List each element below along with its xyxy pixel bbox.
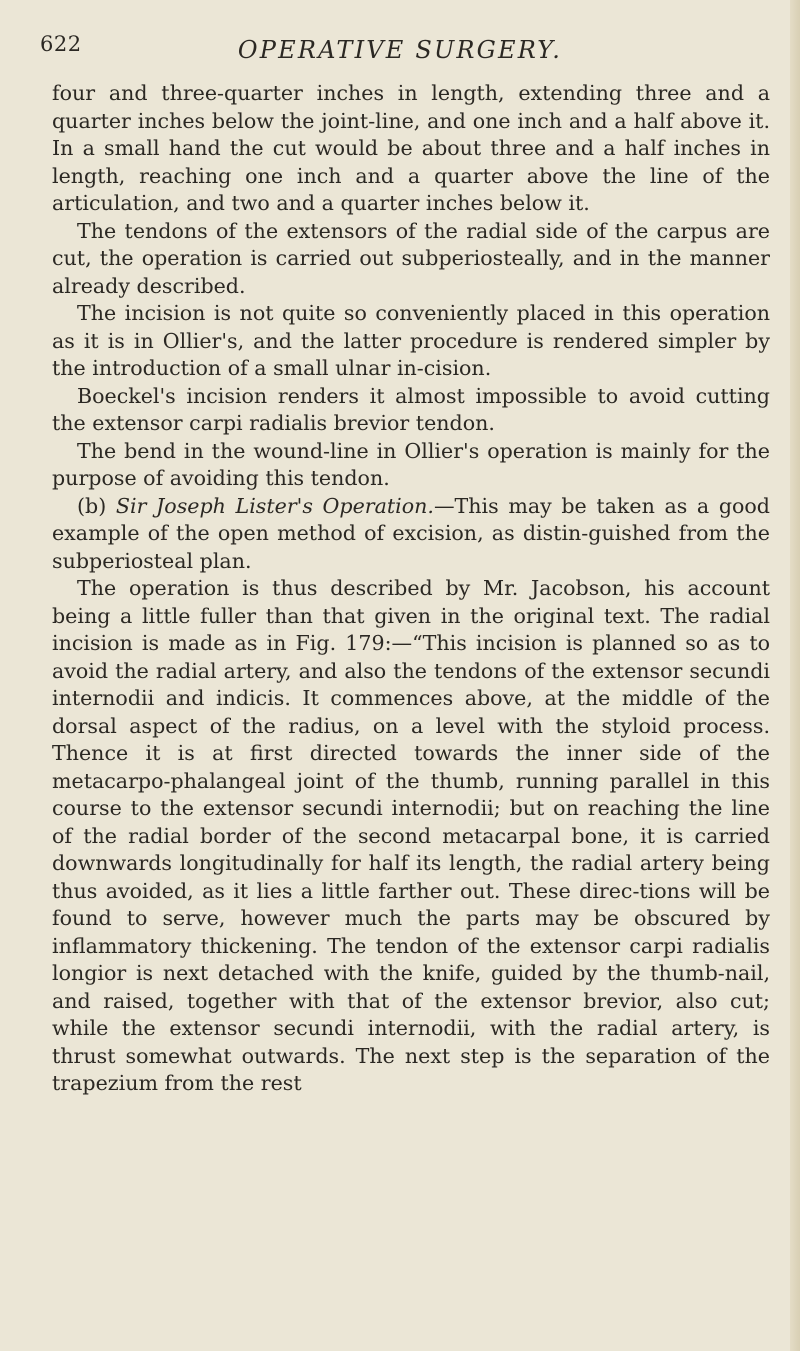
paragraph: Boeckel's incision renders it almost impossible to avoid cutting the extensor carpi radialis brevior tendon.	[52, 383, 770, 435]
body-text	[52, 80, 770, 1098]
section-b-label: (b)	[77, 493, 107, 518]
page-number: 622	[40, 32, 82, 56]
page-header	[0, 30, 800, 70]
paragraph: The incision is not quite so conveniently placed in this operation as it is in Ollier's, and the latter procedure is rendered simpler by the introduction of a small ulnar in-cision.	[52, 301, 770, 380]
section-b-text: —This may be taken as a good example of the open method of excision, as distin-guished from the subperiosteal plan.	[52, 493, 770, 573]
page-edge	[790, 0, 800, 1351]
running-head: OPERATIVE SURGERY.	[237, 36, 563, 64]
paragraph-continuation: four and three-quarter inches in length, extending three and a quarter inches below the joint-line, and one inch and a half above it. In a small hand the cut would be about three and a half inches in length, reaching one inch and a quarter above the line of the articulation, and two and a quarter inches below it.	[52, 81, 770, 215]
section-b-paragraph	[52, 493, 770, 576]
paragraph: The tendons of the extensors of the radial side of the carpus are cut, the operation is carried out subperiosteally, and in the manner already described.	[52, 218, 770, 298]
paragraph: The bend in the wound-line in Ollier's operation is mainly for the purpose of avoiding this tendon.	[52, 438, 770, 490]
section-b-title: Sir Joseph Lister's Operation.	[115, 493, 434, 518]
paragraph: The operation is thus described by Mr. Jacobson, his account being a little fuller than that given in the original text. The radial incision is made as in Fig. 179:—“This incision is planned so as to avoid the radial artery, and also the tendons of the extensor secundi internodii and indicis. It commences above, at the middle of the dorsal aspect of the radius, on a level with the styloid process. Thence it is at first directed towards the inner side of the metacarpo-phalangeal joint of the thumb, running parallel in this course to the extensor secundi internodii; but on reaching the line of the radial border of the second metacarpal bone, it is carried downwards longitudinally for half its length, the radial artery being thus avoided, as it lies a little farther out. These direc-tions will be found to serve, however much the parts may be obscured by inflammatory thickening. The tendon of the extensor carpi radialis longior is next detached with the knife, guided by the thumb-nail, and raised, together with that of the extensor brevior, also cut; while the extensor secundi internodii, with the radial artery, is thrust somewhat outwards. The next step is the separation of the trapezium from the rest	[52, 576, 770, 1095]
